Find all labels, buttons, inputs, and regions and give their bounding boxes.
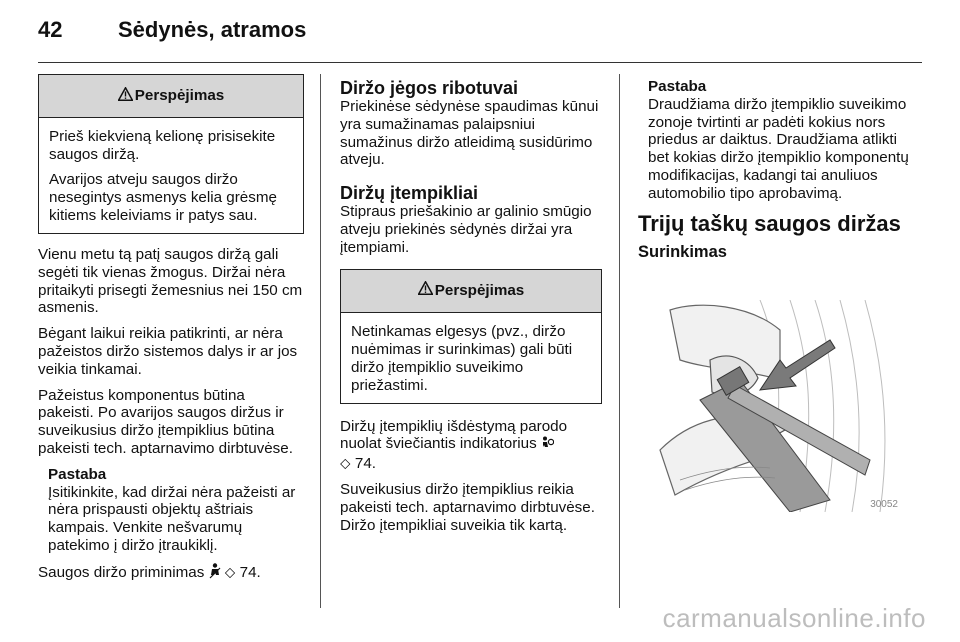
warning-header <box>341 270 601 313</box>
reminder-line <box>38 563 304 584</box>
column-divider-2 <box>619 74 620 608</box>
note-text: Draudžiama diržo įtempiklio suveikimo zonoje tvirtinti ar padėti kokius nors priedus ar daiktus. Draudžiama atlikti bet kokias diržo įtempiklio komponentų modifikacijas, kadangi tai anuliuos automobilio tipo aprobavimą. <box>648 95 909 202</box>
warning-text-1: Prieš kiekvieną kelionę prisisekite saugos diržą. <box>49 128 276 163</box>
heading-three-point-belt: Trijų taškų saugos diržas <box>638 210 901 236</box>
indicator-page-ref[interactable]: 74. <box>354 455 376 473</box>
reminder-text: Saugos diržo priminimas <box>38 563 205 581</box>
airbag-indicator-icon <box>541 436 554 455</box>
figure-number: 30052 <box>870 499 898 510</box>
paragraph-one-person: Vienu metu tą patį saugos diržą gali segėti tik vienas žmogus. Diržai nėra pritaikyti prisegti žemesnius nei 150 cm asmenis. <box>38 246 303 317</box>
page-title: Sėdynės, atramos <box>118 17 307 42</box>
warning-text-2: Avarijos atveju saugos diržo nesegintys asmenys kelia grėsmę kitiems keleiviams ir patys sau. <box>49 171 277 224</box>
warning-box-pretensioner <box>340 269 602 404</box>
watermark-text: carmanualsonline.info <box>662 603 926 633</box>
note-box <box>648 78 914 203</box>
note-title: Pastaba <box>48 465 107 483</box>
reminder-page-ref[interactable]: 74. <box>239 563 261 581</box>
column-1 <box>38 74 304 592</box>
heading-pretensioners: Diržų įtempikliai <box>340 183 479 204</box>
paragraph-replacement: Pažeistus komponentus būtina pakeisti. Po avarijos saugos diržus ir suveikusius diržo įtempiklius būtina pakeisti tech. aptarnavimo dirbtuvėse. <box>38 386 293 457</box>
warning-title: Perspėjimas <box>434 281 525 299</box>
paragraph-inspection: Bėgant laikui reikia patikrinti, ar nėra pažeistos diržo sistemos dalys ir ar jos veikia tinkamai. <box>38 325 298 378</box>
indicator-text: Diržų įtempiklių išdėstymą parodo nuolat šviečiantis indikatorius <box>340 417 568 453</box>
column-2 <box>340 78 602 542</box>
heading-fastening: Surinkimas <box>638 243 727 262</box>
column-divider-1 <box>320 74 321 608</box>
paragraph-force-limiters: Priekinėse sėdynėse spaudimas kūnui yra sumažinamas palaipsniui sumažinus diržo atleidimą susidūrimo atveju. <box>340 98 599 169</box>
warning-title: Perspėjimas <box>134 87 225 105</box>
note-text: Įsitikinkite, kad diržai nėra pažeisti ar nėra prispausti objektų aštriais kampais. Venkite nešvarumų patekimo į diržo įtraukiklį. <box>48 483 296 554</box>
warning-text: Netinkamas elgesys (pvz., diržo nuėmimas ir surinkimas) gali būti diržo įtempiklio suveikimo priežastimi. <box>351 322 573 394</box>
column-3 <box>638 78 914 262</box>
note-box <box>38 466 304 555</box>
seatbelt-fastening-illustration <box>640 300 902 512</box>
page-number: 42 <box>38 17 63 42</box>
seatbelt-illustration-icon <box>640 300 902 512</box>
paragraph-replace-pretensioners: Suveikusius diržo įtempiklius reikia pakeisti tech. aptarnavimo dirbtuvėse. Diržo įtempikliai suveikia tik kartą. <box>340 480 595 534</box>
paragraph-indicator <box>340 418 602 473</box>
warning-triangle-icon <box>418 281 433 300</box>
warning-box-seatbelt <box>38 74 304 234</box>
page-reference-icon: ⬦ <box>224 563 236 581</box>
page-reference-icon: ⬦ <box>340 455 351 473</box>
warning-triangle-icon <box>118 87 133 106</box>
paragraph-pretensioners: Stipraus priešakinio ar galinio smūgio atveju priekinės sėdynės diržai yra įtempiami. <box>340 203 592 256</box>
seatbelt-reminder-icon <box>209 563 221 584</box>
warning-header <box>39 75 303 118</box>
heading-force-limiters: Diržo jėgos ribotuvai <box>340 78 519 98</box>
note-title: Pastaba <box>648 78 707 95</box>
header-divider <box>38 62 922 63</box>
